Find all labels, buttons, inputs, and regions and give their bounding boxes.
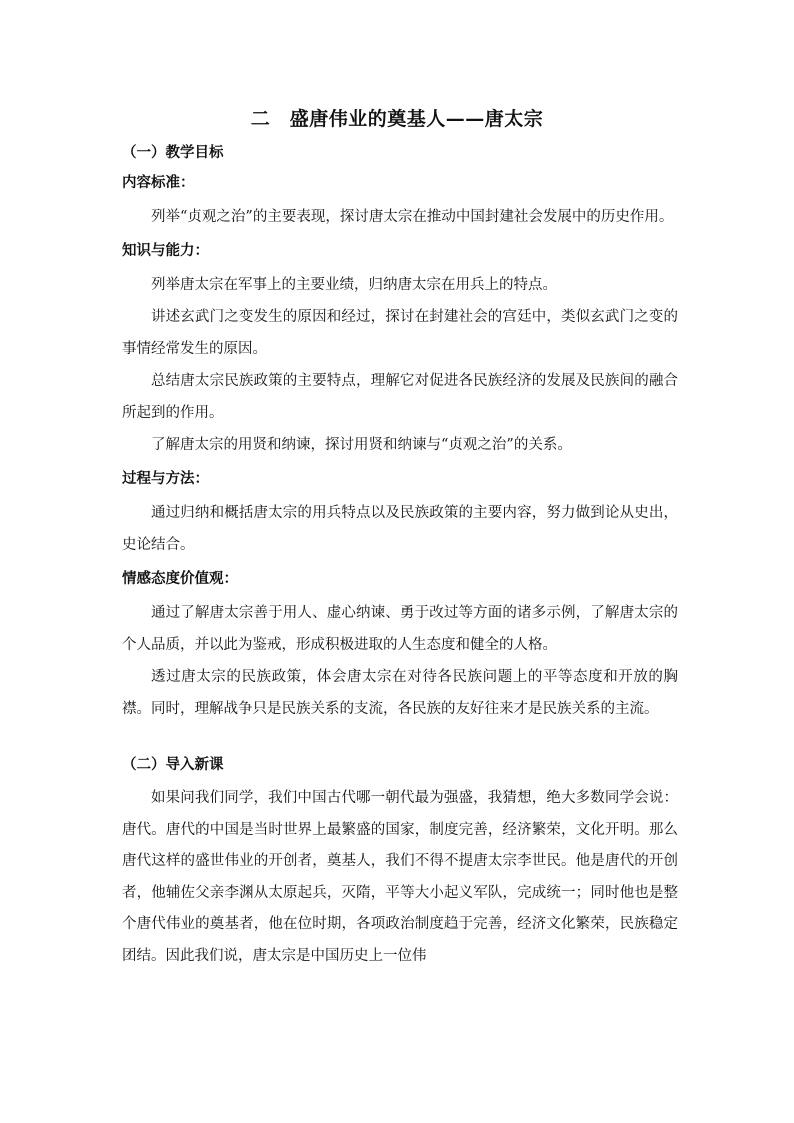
page-title: 二 盛唐伟业的奠基人——唐太宗 xyxy=(250,108,544,130)
paragraph: 如果问我们同学，我们中国古代哪一朝代最为强盛，我猜想，绝大多数同学会说：唐代。唐代的中国是当时世界上最繁盛的国家，制度完善，经济繁荣，文化开明。那么唐代这样的盛世伟业的开创者，奠基人，我们不得不提唐太宗李世民。他是唐代的开创者，他辅佐父亲李渊从太原起兵，灭隋，平等大小起义军队，完成统一；同时他也是整个唐代伟业的奠基者，他在位时期，各项政治制度趋于完善，经济文化繁荣，民族稳定团结。因此我们说，唐太宗是中国历史上一位伟 xyxy=(122,790,678,964)
paragraph: 了解唐太宗的用贤和纳谏，探讨用贤和纳谏与“贞观之治”的关系。 xyxy=(151,437,572,453)
section-heading-lesson-intro: （二）导入新课 xyxy=(122,756,224,773)
process-block xyxy=(122,497,678,561)
paragraph: 列举唐太宗在军事上的主要业绩，归纳唐太宗在用兵上的特点。 xyxy=(151,277,557,293)
subheading-emotion-values: 情感态度价值观： xyxy=(122,570,238,587)
content-standard-block xyxy=(122,201,678,233)
paragraph: 通过归纳和概括唐太宗的用兵特点以及民族政策的主要内容，努力做到论从史出，史论结合。 xyxy=(122,505,678,553)
knowledge-block xyxy=(122,269,678,461)
subheading-knowledge-ability: 知识与能力： xyxy=(122,242,209,259)
paragraph: 列举“贞观之治”的主要表现，探讨唐太宗在推动中国封建社会发展中的历史作用。 xyxy=(151,209,674,225)
section-gap xyxy=(122,731,678,753)
paragraph: 透过唐太宗的民族政策，体会唐太宗在对待各民族问题上的平等态度和开放的胸襟。同时，理解战争只是民族关系的支流，各民族的友好往来才是民族关系的主流。 xyxy=(122,669,678,717)
paragraph: 通过了解唐太宗善于用人、虚心纳谏、勇于改过等方面的诸多示例，了解唐太宗的个人品质，并以此为鉴戒，形成积极进取的人生态度和健全的人格。 xyxy=(122,605,678,653)
subheading-content-standard: 内容标准： xyxy=(122,174,195,191)
paragraph: 总结唐太宗民族政策的主要特点，理解它对促进各民族经济的发展及民族间的融合所起到的作用。 xyxy=(122,373,678,421)
lesson-intro-block xyxy=(122,783,678,972)
emotion-block xyxy=(122,597,678,725)
document-body xyxy=(122,141,678,978)
section-heading-teaching-goals: （一）教学目标 xyxy=(122,144,224,161)
paragraph: 讲述玄武门之变发生的原因和经过，探讨在封建社会的宫廷中，类似玄武门之变的事情经常发生的原因。 xyxy=(122,309,678,357)
subheading-process-method: 过程与方法： xyxy=(122,470,209,487)
